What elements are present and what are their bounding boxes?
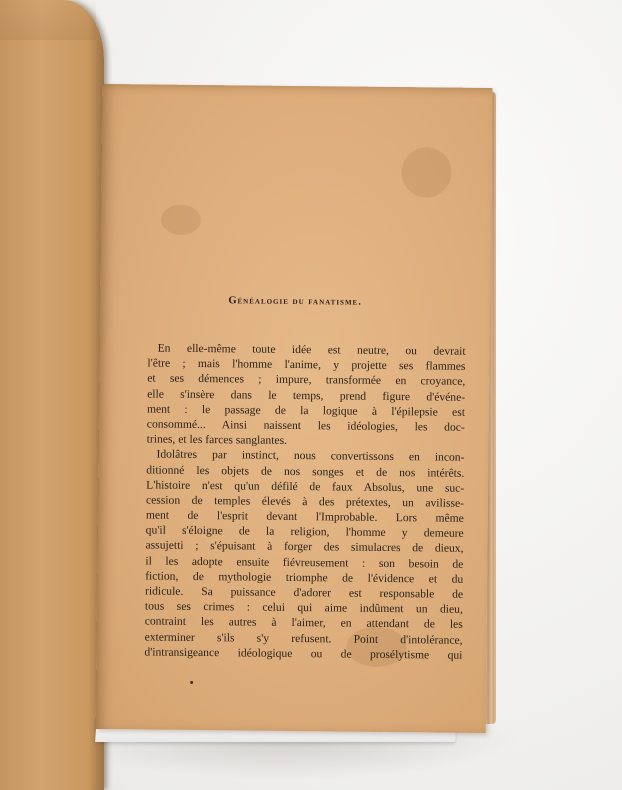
left-page-edge xyxy=(0,0,104,790)
text-line: ment de l'esprit devant l'Improbable. Lors même xyxy=(145,508,464,525)
text-line: ditionné les objets de nos songes et de nos intérêts. xyxy=(146,462,465,480)
text-line: il les adopte ensuite fiévreusement : son besoin de xyxy=(145,554,464,571)
left-page-shading xyxy=(0,0,96,40)
text-line: Idolâtres par instinct, nous convertissons en incon- xyxy=(156,447,465,465)
text-line: trines, et les farces sanglantes. xyxy=(146,432,288,448)
text-line: fiction, de mythologie triomphe de l'évidence et du xyxy=(145,569,464,586)
text-line: tous ses crimes : celui qui aime indûment un dieu, xyxy=(144,599,463,616)
body-text xyxy=(144,340,465,662)
text-line: cession de temples élevés à des prétextes, un avilisse- xyxy=(145,493,465,510)
text-line: assujetti ; s'épuisant à forger des simulacres de dieux, xyxy=(145,538,464,556)
text-line: l'être ; mais l'homme l'anime, y projette ses flammes xyxy=(147,356,466,373)
text-line: ridicule. Sa puissance d'adorer est responsable de xyxy=(145,584,464,601)
text-line: En elle-même toute idée est neutre, ou devrait xyxy=(157,341,466,358)
paper-stain xyxy=(401,147,452,198)
text-line: d'intransigeance idéologique ou de prosélytisme qui xyxy=(144,645,463,662)
ink-dot xyxy=(190,681,193,684)
text-line: qu'il s'éloigne de la religion, l'homme y demeure xyxy=(145,523,464,541)
text-line: exterminer s'ils s'y refusent. Point d'intolérance, xyxy=(144,630,463,647)
text-line: contraint les autres à l'aimer, en attendant de les xyxy=(144,614,463,632)
paper-stain xyxy=(161,205,201,235)
text-line: ment : le passage de la logique à l'épilepsie est xyxy=(146,402,466,419)
text-line: elle s'insère dans le temps, prend figure d'événe- xyxy=(147,387,466,404)
text-line: consommé... Ainsi naissent les idéologies, les doc- xyxy=(146,417,465,434)
right-page xyxy=(96,84,493,733)
text-line: et ses démences ; impure, transformée en croyance, xyxy=(147,371,466,389)
section-heading: Généalogie du fanatisme. xyxy=(228,295,362,308)
text-line: L'histoire n'est qu'un défilé de faux Absolus, une suc- xyxy=(146,478,465,495)
